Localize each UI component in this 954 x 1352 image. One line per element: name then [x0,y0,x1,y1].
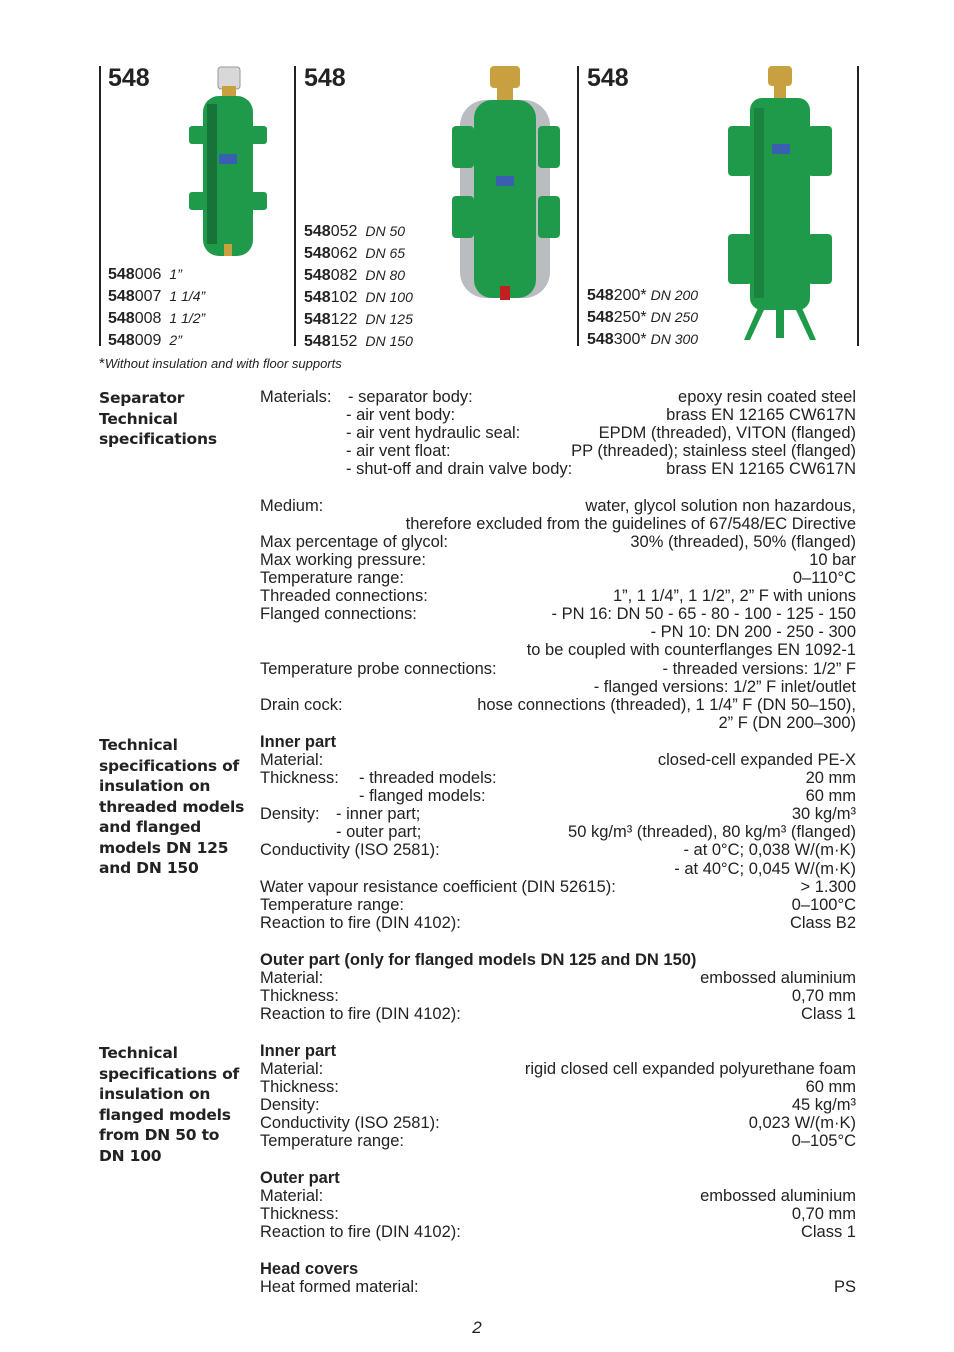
subheading: Head covers [260,1260,359,1278]
spec-row: to be coupled with counterflanges EN 1092-1 [526,641,856,659]
spec-row: Reaction to fire (DIN 4102): Class B2 [260,914,856,932]
spec-row: Max percentage of glycol: 30% (threaded), 50% (flanged) [260,533,856,551]
spec-row: - PN 10: DN 200 - 250 - 300 [650,623,856,641]
product-code: 548009 2” [108,332,182,349]
spec-row: Reaction to fire (DIN 4102): Class 1 [260,1005,856,1023]
product-code: 548006 1” [108,266,182,283]
spec-row: - at 40°C; 0,045 W/(m·K) [674,860,856,878]
spec-row: 2” F (DN 200–300) [718,714,856,732]
spec-row: - air vent body: brass EN 12165 CW617N [346,406,856,424]
spec-row: Conductivity (ISO 2581): - at 0°C; 0,038 W/(m·K) [260,841,856,859]
subheading: Inner part [260,733,337,751]
spec-row: Threaded connections: 1”, 1 1/4”, 1 1/2”, 2” F with unions [260,587,856,605]
spec-row: Heat formed material: PS [260,1278,856,1296]
product-code: 548250* DN 250 [587,309,699,326]
product-title: 548 [587,64,629,92]
spec-row: Material: closed-cell expanded PE-X [260,751,856,769]
spec-row: Conductivity (ISO 2581): 0,023 W/(m·K) [260,1114,856,1132]
spec-row: Reaction to fire (DIN 4102): Class 1 [260,1223,856,1241]
spec-row: - air vent float: PP (threaded); stainless steel (flanged) [346,442,856,460]
spec-row: Thickness: - threaded models: 20 mm [260,769,856,787]
product-code: 548007 1 1/4” [108,288,206,305]
spec-row: - air vent hydraulic seal: EPDM (threaded), VITON (flanged) [346,424,856,442]
product-code: 548152 DN 150 [304,333,413,350]
spec-row: Density: - inner part; 30 kg/m³ [260,805,856,823]
product-title: 548 [304,64,346,92]
product-code: 548008 1 1/2” [108,310,206,327]
spec-row: Temperature range: 0–105°C [260,1132,856,1150]
spec-row: Flanged connections: - PN 16: DN 50 - 65 - 80 - 100 - 125 - 150 [260,605,856,623]
subheading: Inner part [260,1042,337,1060]
spec-row: Density: 45 kg/m³ [260,1096,856,1114]
spec-row: Thickness: 60 mm [260,1078,856,1096]
column-divider [857,66,859,346]
spec-row: Temperature range: 0–100°C [260,896,856,914]
spec-row: Max working pressure: 10 bar [260,551,856,569]
page-number: 2 [472,1318,482,1337]
spec-row: - flanged versions: 1/2” F inlet/outlet [593,678,856,696]
footnote: *Without insulation and with floor supports [99,355,342,372]
spec-row: Thickness: 0,70 mm [260,987,856,1005]
large-separator-image [720,64,840,344]
flanged-separator-image [452,64,562,304]
product-code: 548102 DN 100 [304,289,413,306]
column-divider [99,66,101,346]
spec-row: therefore excluded from the guidelines of 67/548/EC Directive [405,515,856,533]
spec-row: - flanged models: 60 mm [359,787,856,805]
subheading: Outer part [260,1169,340,1187]
product-code: 548052 DN 50 [304,223,406,240]
subheading: Outer part (only for flanged models DN 125 and DN 150) [260,951,697,969]
column-divider [577,66,579,346]
spec-row: - shut-off and drain valve body: brass EN 12165 CW617N [346,460,856,478]
spec-row: Temperature range: 0–110°C [260,569,856,587]
section-title-separator: Separator Technical specifications [99,389,217,448]
spec-row: Material: embossed aluminium [260,969,856,987]
section-title-flanged-insulation: Technical specifications of insulation on flanged models from DN 50 to DN 100 [99,1044,240,1165]
spec-row: Material: rigid closed cell expanded polyurethane foam [260,1060,856,1078]
column-divider [294,66,296,346]
section-title-threaded-insulation: Technical specifications of insulation on threaded models and flanged models DN 125 and DN 150 [99,736,245,877]
spec-row: Water vapour resistance coefficient (DIN 52615): > 1.300 [260,878,856,896]
product-title: 548 [108,64,150,92]
spec-row: Materials: - separator body: epoxy resin coated steel [260,388,856,406]
spec-row: Thickness: 0,70 mm [260,1205,856,1223]
threaded-separator-image [185,64,270,259]
spec-row: Medium: water, glycol solution non hazardous, [260,497,856,515]
product-code: 548082 DN 80 [304,267,406,284]
spec-row: Temperature probe connections: - threaded versions: 1/2” F [260,660,856,678]
spec-row: - outer part; 50 kg/m³ (threaded), 80 kg/m³ (flanged) [336,823,856,841]
spec-row: Material: embossed aluminium [260,1187,856,1205]
product-code: 548300* DN 300 [587,331,699,348]
product-code: 548122 DN 125 [304,311,413,328]
product-code: 548062 DN 65 [304,245,406,262]
spec-row: Drain cock: hose connections (threaded), 1 1/4” F (DN 50–150), [260,696,856,714]
product-code: 548200* DN 200 [587,287,699,304]
